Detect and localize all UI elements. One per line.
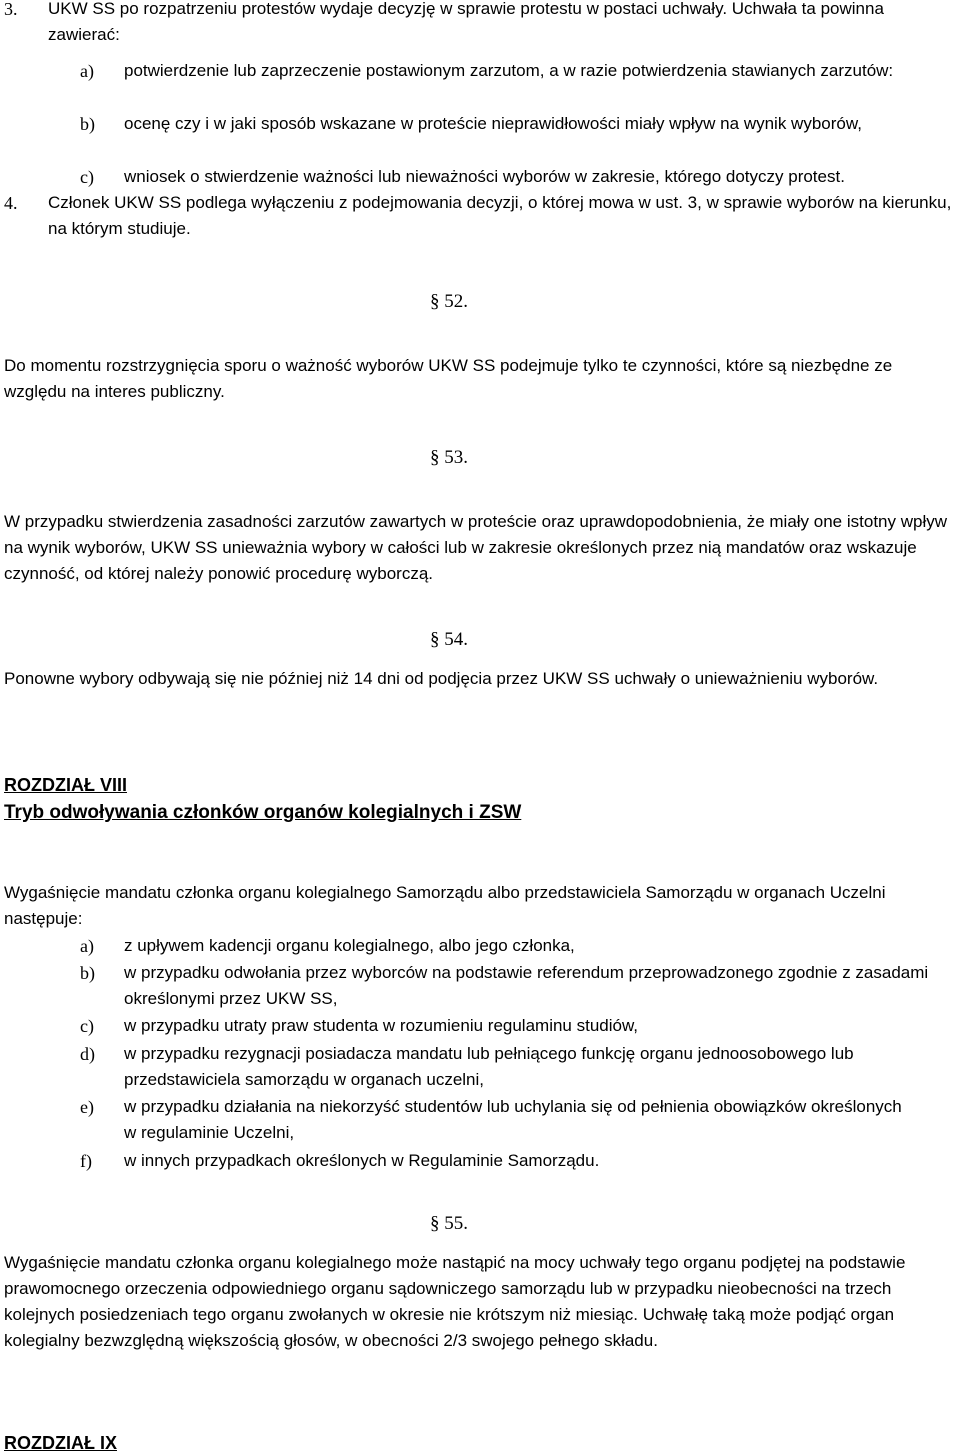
section-label: § 55. bbox=[430, 1213, 468, 1234]
list-letter: a) bbox=[80, 936, 94, 956]
list-letter: d) bbox=[80, 1044, 95, 1064]
chapter-title: ROZDZIAŁ VIII bbox=[4, 775, 127, 795]
item-number: 4. bbox=[4, 193, 18, 213]
list-item-text: w innych przypadkach określonych w Regulaminie Samorządu. bbox=[124, 1151, 600, 1170]
chapter-subtitle: Tryb odwoływania członków organów kolegialnych i ZSW bbox=[4, 802, 522, 823]
section-paragraph: Ponowne wybory odbywają się nie później niż 14 dni od podjęcia przez UKW SS uchwały o unieważnieniu wyborów. bbox=[4, 669, 879, 688]
subitem-letter: b) bbox=[80, 114, 95, 134]
section-label: § 53. bbox=[430, 447, 468, 468]
chapter-title: ROZDZIAŁ IX bbox=[4, 1433, 117, 1453]
section-paragraph: Do momentu rozstrzygnięcia sporu o ważność wyborów UKW SS podejmuje tylko te czynności, które są niezbędne ze względu na interes publiczny. bbox=[4, 356, 893, 401]
list-item-text: w przypadku działania na niekorzyść studentów lub uchylania się od pełnienia obowiązków określonych w regulaminie Uczelni, bbox=[124, 1097, 902, 1142]
list-item-text: w przypadku utraty praw studenta w rozumieniu regulaminu studiów, bbox=[124, 1016, 639, 1035]
item-number: 3. bbox=[4, 0, 18, 19]
list-letter: c) bbox=[80, 1016, 94, 1036]
subitem-letter: c) bbox=[80, 167, 94, 187]
list-item-text: z upływem kadencji organu kolegialnego, albo jego członka, bbox=[124, 936, 575, 955]
subitem-letter: a) bbox=[80, 61, 94, 81]
list-item-text: w przypadku rezygnacji posiadacza mandatu lub pełniącego funkcję organu jednoosobowego lub przedstawiciela samorządu w organach uczelni, bbox=[124, 1044, 854, 1089]
list-letter: f) bbox=[80, 1151, 92, 1171]
section-paragraph: Wygaśnięcie mandatu członka organu kolegialnego może nastąpić na mocy uchwały tego organu podjętej na podstawie prawomocnego orzeczenia odpowiedniego organu sądowniczego samorządu lub w przypadku nieobecności na trzech kolejnych posiedzeniach tego organu zwołanych w okresie nie krótszym niż miesiąc. Uchwałę taką może podjąć organ kolegialny bezwzględną większością głosów, w obecności 2/3 swojego pełnego składu. bbox=[4, 1253, 906, 1350]
list-letter: b) bbox=[80, 963, 95, 983]
list-item-text: w przypadku odwołania przez wyborców na podstawie referendum przeprowadzonego zgodnie z zasadami określonymi przez UKW SS, bbox=[124, 963, 929, 1008]
chapter-intro: Wygaśnięcie mandatu członka organu kolegialnego Samorządu albo przedstawiciela Samorządu w organach Uczelni następuje: bbox=[4, 883, 886, 928]
subitem-text: potwierdzenie lub zaprzeczenie postawionym zarzutom, a w razie potwierdzenia stawianych zarzutów: bbox=[124, 61, 894, 80]
list-letter: e) bbox=[80, 1097, 94, 1117]
item-text: UKW SS po rozpatrzeniu protestów wydaje decyzję w sprawie protestu w postaci uchwały. Uchwała ta powinna zawierać: bbox=[48, 0, 884, 44]
item-text: Członek UKW SS podlega wyłączeniu z podejmowania decyzji, o której mowa w ust. 3, w sprawie wyborów na kierunku, na którym studiuje. bbox=[48, 193, 952, 238]
subitem-text: ocenę czy i w jaki sposób wskazane w proteście nieprawidłowości miały wpływ na wynik wyborów, bbox=[124, 114, 862, 133]
section-label: § 52. bbox=[430, 291, 468, 312]
subitem-text: wniosek o stwierdzenie ważności lub nieważności wyborów w zakresie, którego dotyczy protest. bbox=[124, 167, 845, 186]
section-label: § 54. bbox=[430, 629, 468, 650]
section-paragraph: W przypadku stwierdzenia zasadności zarzutów zawartych w proteście oraz uprawdopodobnienia, że miały one istotny wpływ na wynik wyborów, UKW SS unieważnia wybory w całości lub w zakresie określonych przez nią mandatów oraz wskazuje czynność, od której należy ponowić procedurę wyborczą. bbox=[4, 512, 948, 583]
